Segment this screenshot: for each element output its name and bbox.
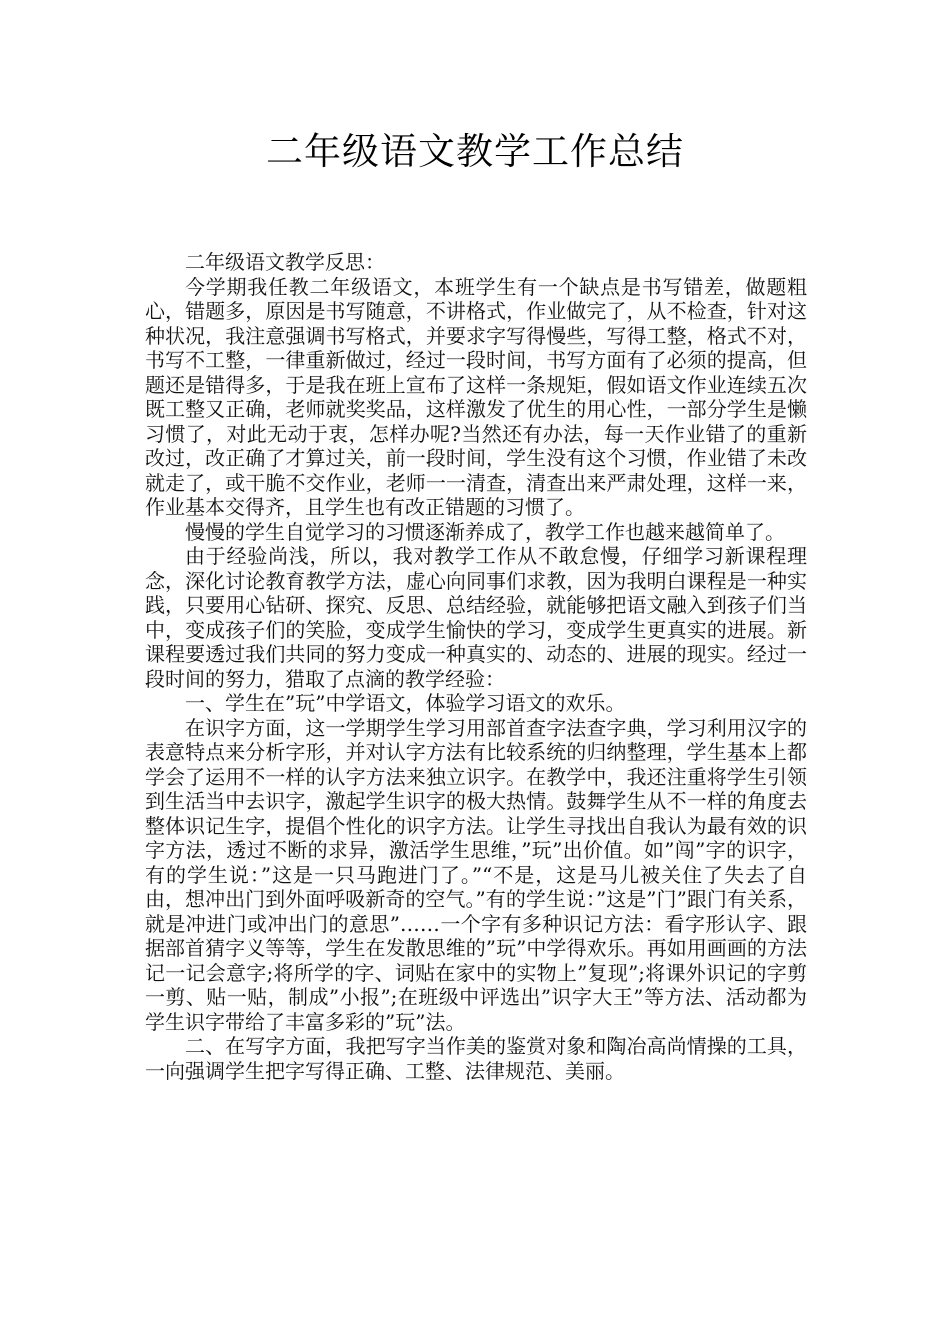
document-title: 二年级语文教学工作总结 [266,130,684,173]
paragraph: 在识字方面，这一学期学生学习用部首查字法查字典，学习利用汉字的表意特点来分析字形，并对认字方法有比较系统的归纳整理，学生基本上都学会了运用不一样的认字方法来独立识字。在教学中，我还注重将学生引领到生活当中去识字，激起学生识字的极大热情。鼓舞学生从不一样的角度去整体识记生字，提倡个性化的识字方法。让学生寻找出自我认为最有效的识字方法，透过不断的求异，激活学生思维，”玩”出价值。如”闯”字的识字，有的学生说：”这是一只马跑进门了。”“不是，这是马儿被关住了失去了自由，想冲出门到外面呼吸新奇的空气。”有的学生说：”这是”门”跟门有关系，就是冲进门或冲出门的意思”……一个字有多种识记方法：看字形认字、跟据部首猜字义等等，学生在发散思维的”玩”中学得欢乐。再如用画画的方法记一记会意字;将所学的字、词贴在家中的实物上”复现”;将课外识记的字剪一剪、贴一贴，制成”小报”;在班级中评选出”识字大王”等方法、活动都为学生识字带给了丰富多彩的”玩”法。 [145,715,807,1034]
section-heading: 二、在写字方面，我把写字当作美的鉴赏对象和陶冶高尚情操的工具，一向强调学生把字写得正确、工整、法律规范、美丽。 [145,1034,807,1083]
paragraph: 由于经验尚浅，所以，我对教学工作从不敢怠慢，仔细学习新课程理念，深化讨论教育教学方法，虚心向同事们求教，因为我明白课程是一种实践，只要用心钻研、探究、反思、总结经验，就能够把语文融入到孩子们当中，变成孩子们的笑脸，变成学生愉快的学习，变成学生更真实的进展。新课程要透过我们共同的努力变成一种真实的、动态的、进展的现实。经过一段时间的努力，猎取了点滴的教学经验： [145,544,807,691]
paragraph-heading: 二年级语文教学反思： [185,250,385,274]
document-body [145,250,807,1083]
paragraph: 今学期我任教二年级语文，本班学生有一个缺点是书写错差，做题粗心，错题多，原因是书写随意，不讲格式，作业做完了，从不检查，针对这种状况，我注意强调书写格式，并要求字写得慢些，写得工整，格式不对，书写不工整，一律重新做过，经过一段时间，书写方面有了必须的提高，但题还是错得多，于是我在班上宣布了这样一条规矩，假如语文作业连续五次既工整又正确，老师就奖奖品，这样激发了优生的用心性，一部分学生是懒习惯了，对此无动于衷，怎样办呢?当然还有办法，每一天作业错了的重新改过，改正确了才算过关，前一段时间，学生没有这个习惯，作业错了未改就走了，或干脆不交作业，老师一一清查，清查出来严肃处理，这样一来，作业基本交得齐，且学生也有改正错题的习惯了。 [145,274,807,519]
paragraph: 慢慢的学生自觉学习的习惯逐渐养成了，教学工作也越来越简单了。 [185,519,785,544]
section-heading: 一、学生在”玩”中学语文，体验学习语文的欢乐。 [185,691,626,715]
